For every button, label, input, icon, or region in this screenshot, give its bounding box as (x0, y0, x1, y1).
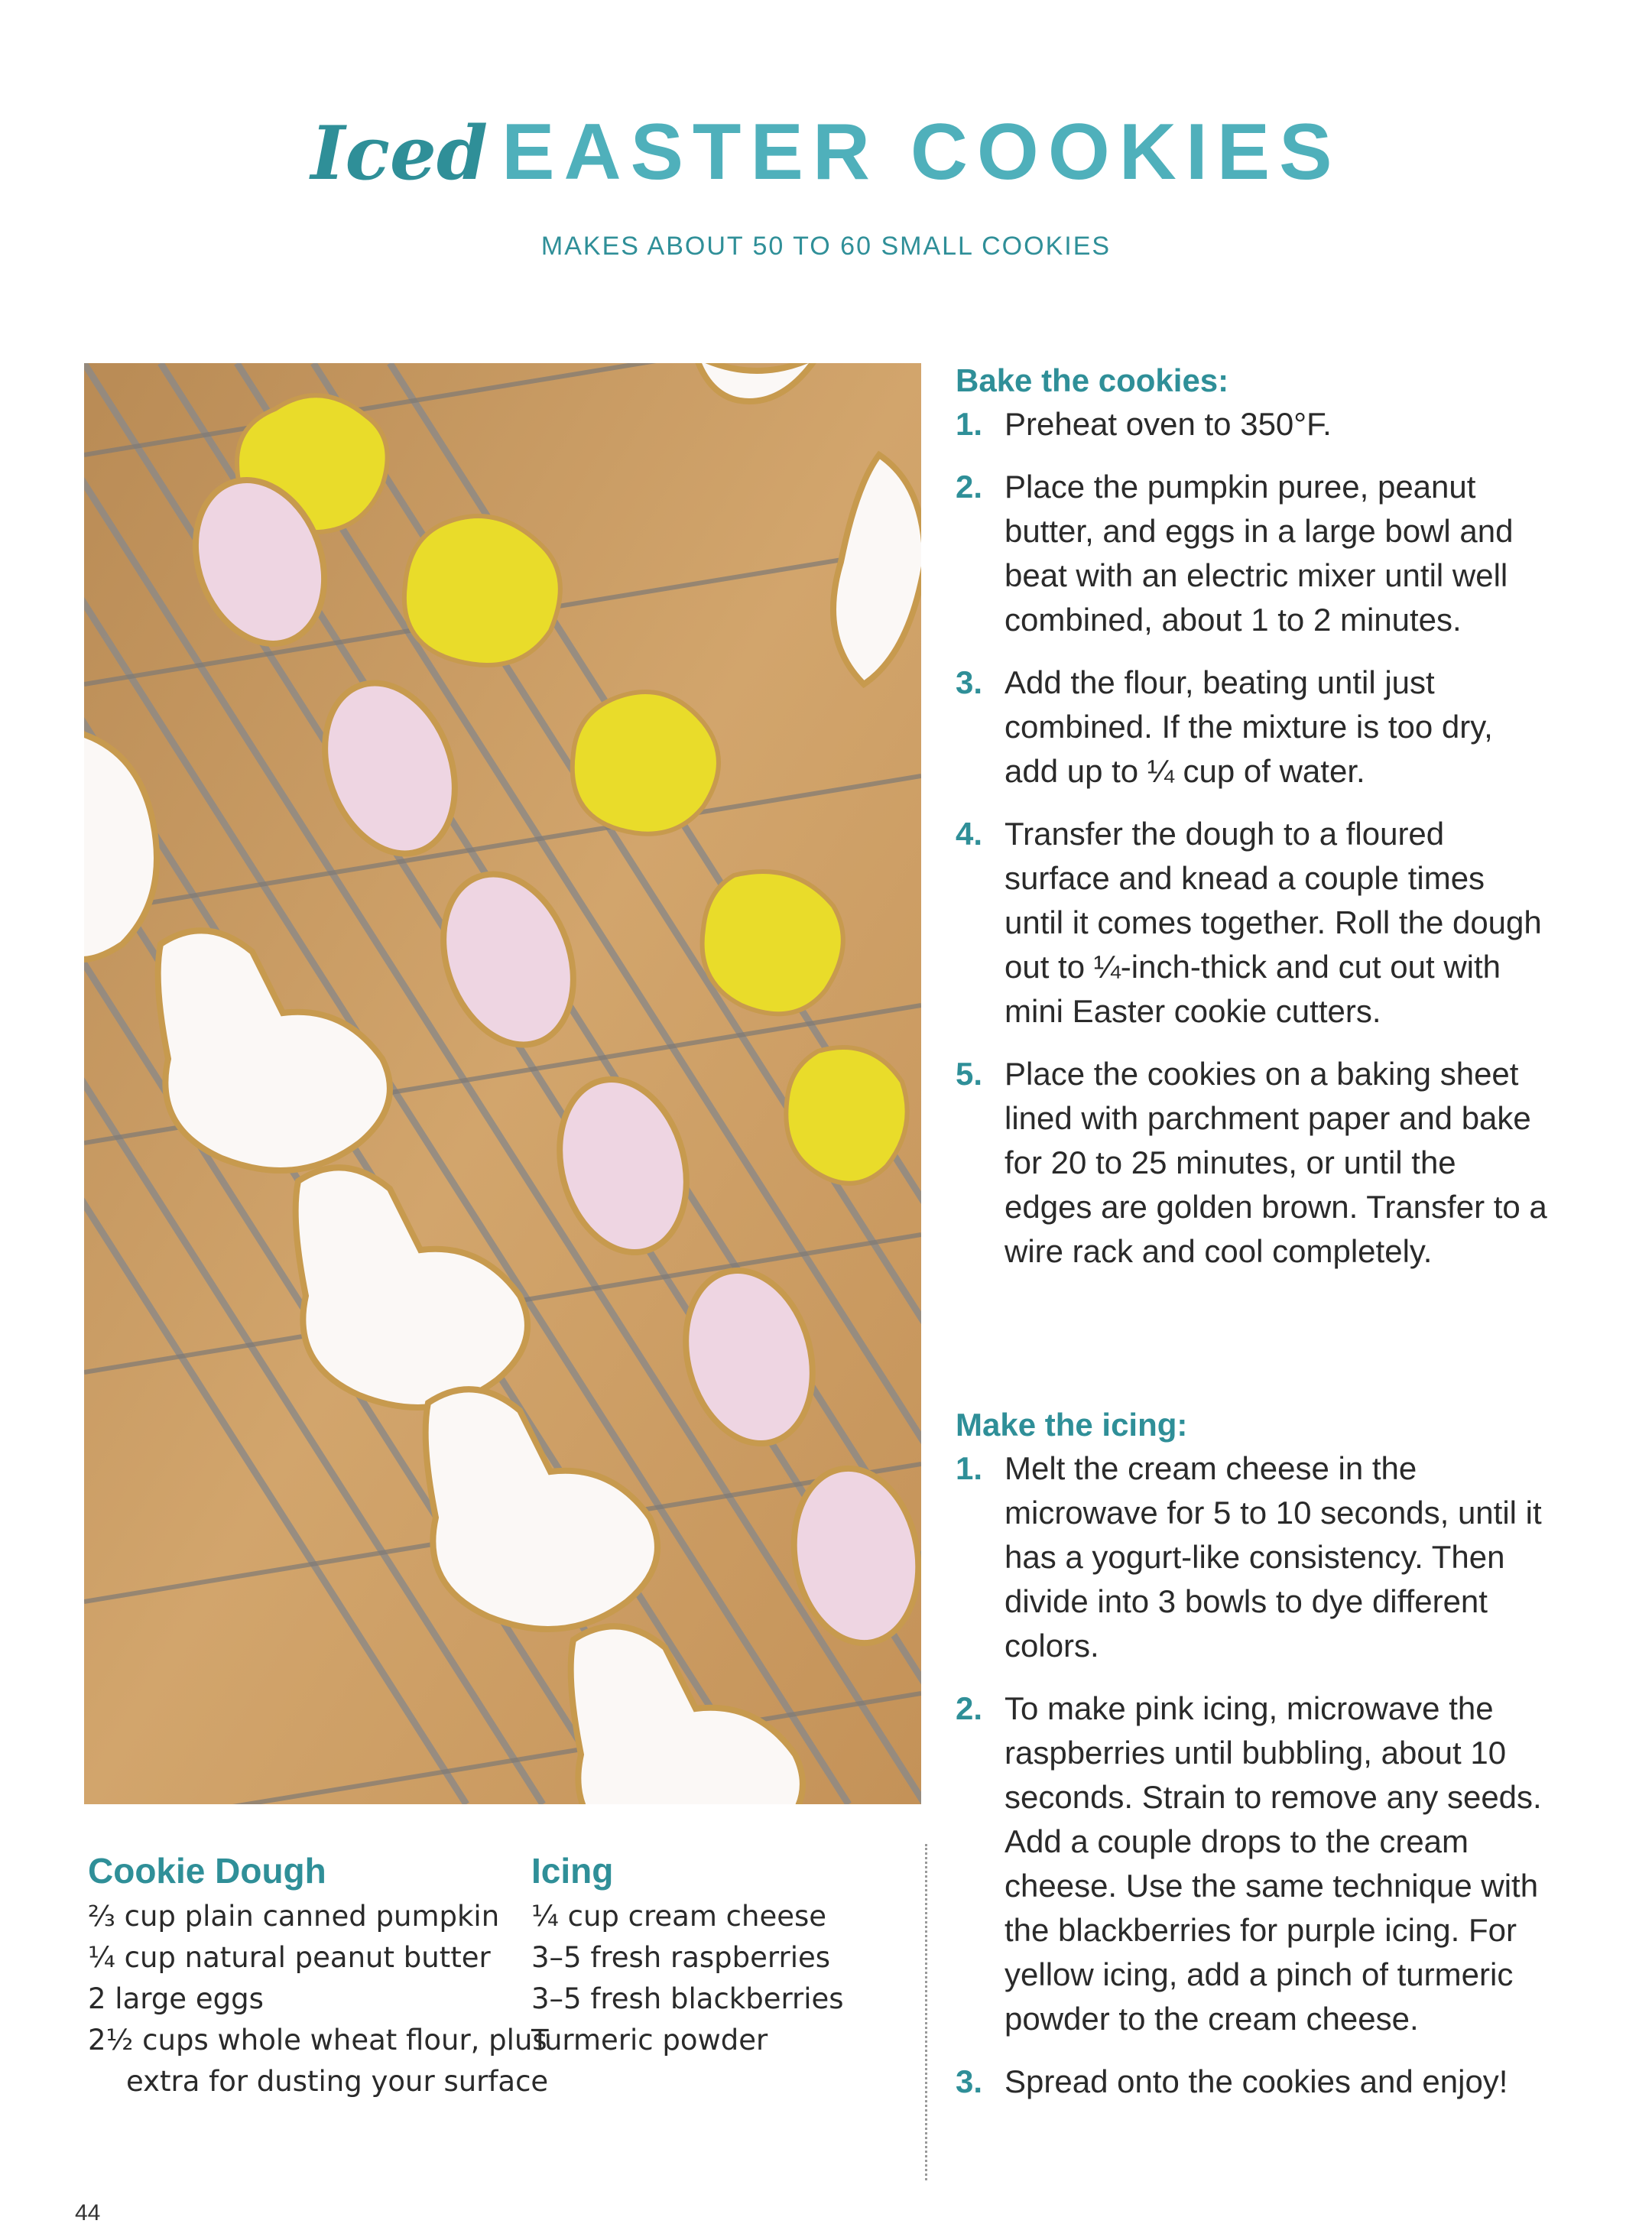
ingredient-item: 2½ cups whole wheat flour, plus extra for dusting your surface (88, 2024, 549, 2098)
bake-directions (956, 359, 1552, 1292)
ingredient-item: Turmeric powder (531, 2024, 768, 2057)
title-script: Iced (310, 110, 488, 196)
icing-directions (956, 1404, 1552, 2122)
cookie-dough-heading: Cookie Dough (88, 1851, 326, 1891)
step-number: 2. (956, 469, 983, 505)
recipe-yield: MAKES ABOUT 50 TO 60 SMALL COOKIES (540, 232, 1112, 261)
step-item (956, 402, 1552, 446)
bake-steps (956, 402, 1552, 1274)
recipe-title (0, 107, 1652, 198)
cookies-photo (84, 363, 921, 1804)
step-item (956, 812, 1552, 1034)
step-text: Spread onto the cookies and enjoy! (1005, 2063, 1508, 2099)
column-divider (925, 1844, 927, 2180)
bake-heading: Bake the cookies: (956, 362, 1229, 398)
step-text: Place the pumpkin puree, peanut butter, and eggs in a large bowl and beat with an electric mixer until well combined, about 1 to 2 minutes. (1005, 469, 1514, 638)
icing-heading: Icing (531, 1851, 614, 1891)
title-caps: EASTER COOKIES (501, 108, 1342, 196)
ingredient-item: ¼ cup cream cheese (531, 1900, 827, 1933)
step-number: 4. (956, 816, 983, 852)
icing-directions-heading: Make the icing: (956, 1407, 1188, 1443)
step-number: 1. (956, 1450, 983, 1486)
step-text: Transfer the dough to a floured surface and knead a couple times until it comes together. Roll the dough out to ¼-inch-thick and cut out with mini Easter cookie cutters. (1005, 816, 1542, 1029)
ingredient-item: 3–5 fresh raspberries (531, 1941, 831, 1974)
step-text: Melt the cream cheese in the microwave for 5 to 10 seconds, until it has a yogurt-like consistency. Then divide into 3 bowls to dye different colors. (1005, 1450, 1542, 1664)
cookie-dough-ingredients (88, 1850, 554, 2102)
step-item (956, 465, 1552, 642)
step-number: 3. (956, 2063, 983, 2099)
page-number: 44 (75, 2200, 101, 2225)
step-item (956, 661, 1552, 794)
step-item (956, 1446, 1552, 1668)
ingredient-item: 3–5 fresh blackberries (531, 1982, 844, 2015)
cookie-dough-list (88, 1896, 554, 2102)
ingredient-item: ¼ cup natural peanut butter (88, 1941, 491, 1974)
step-item (956, 1052, 1552, 1274)
icing-ingredients (531, 1850, 936, 2061)
step-number: 5. (956, 1056, 983, 1092)
ingredient-item: ⅔ cup plain canned pumpkin (88, 1900, 500, 1933)
icing-steps (956, 1446, 1552, 2104)
ingredient-item: 2 large eggs (88, 1982, 264, 2015)
icing-list (531, 1896, 936, 2061)
step-text: Place the cookies on a baking sheet lined with parchment paper and bake for 20 to 25 minutes, or until the edges are golden brown. Transfer to a wire rack and cool completely. (1005, 1056, 1547, 1269)
step-number: 3. (956, 664, 983, 700)
step-text: Preheat oven to 350°F. (1005, 406, 1332, 442)
step-text: To make pink icing, microwave the raspberries until bubbling, about 10 seconds. Strain to remove any seeds. Add a couple drops to the cream cheese. Use the same technique with the blackberries for purple icing. For yellow icing, add a pinch of turmeric powder to the cream cheese. (1005, 1690, 1542, 2037)
step-number: 1. (956, 406, 983, 442)
step-number: 2. (956, 1690, 983, 1726)
step-item (956, 1686, 1552, 2041)
step-item (956, 2060, 1552, 2104)
step-text: Add the flour, beating until just combined. If the mixture is too dry, add up to ¼ cup of water. (1005, 664, 1493, 789)
